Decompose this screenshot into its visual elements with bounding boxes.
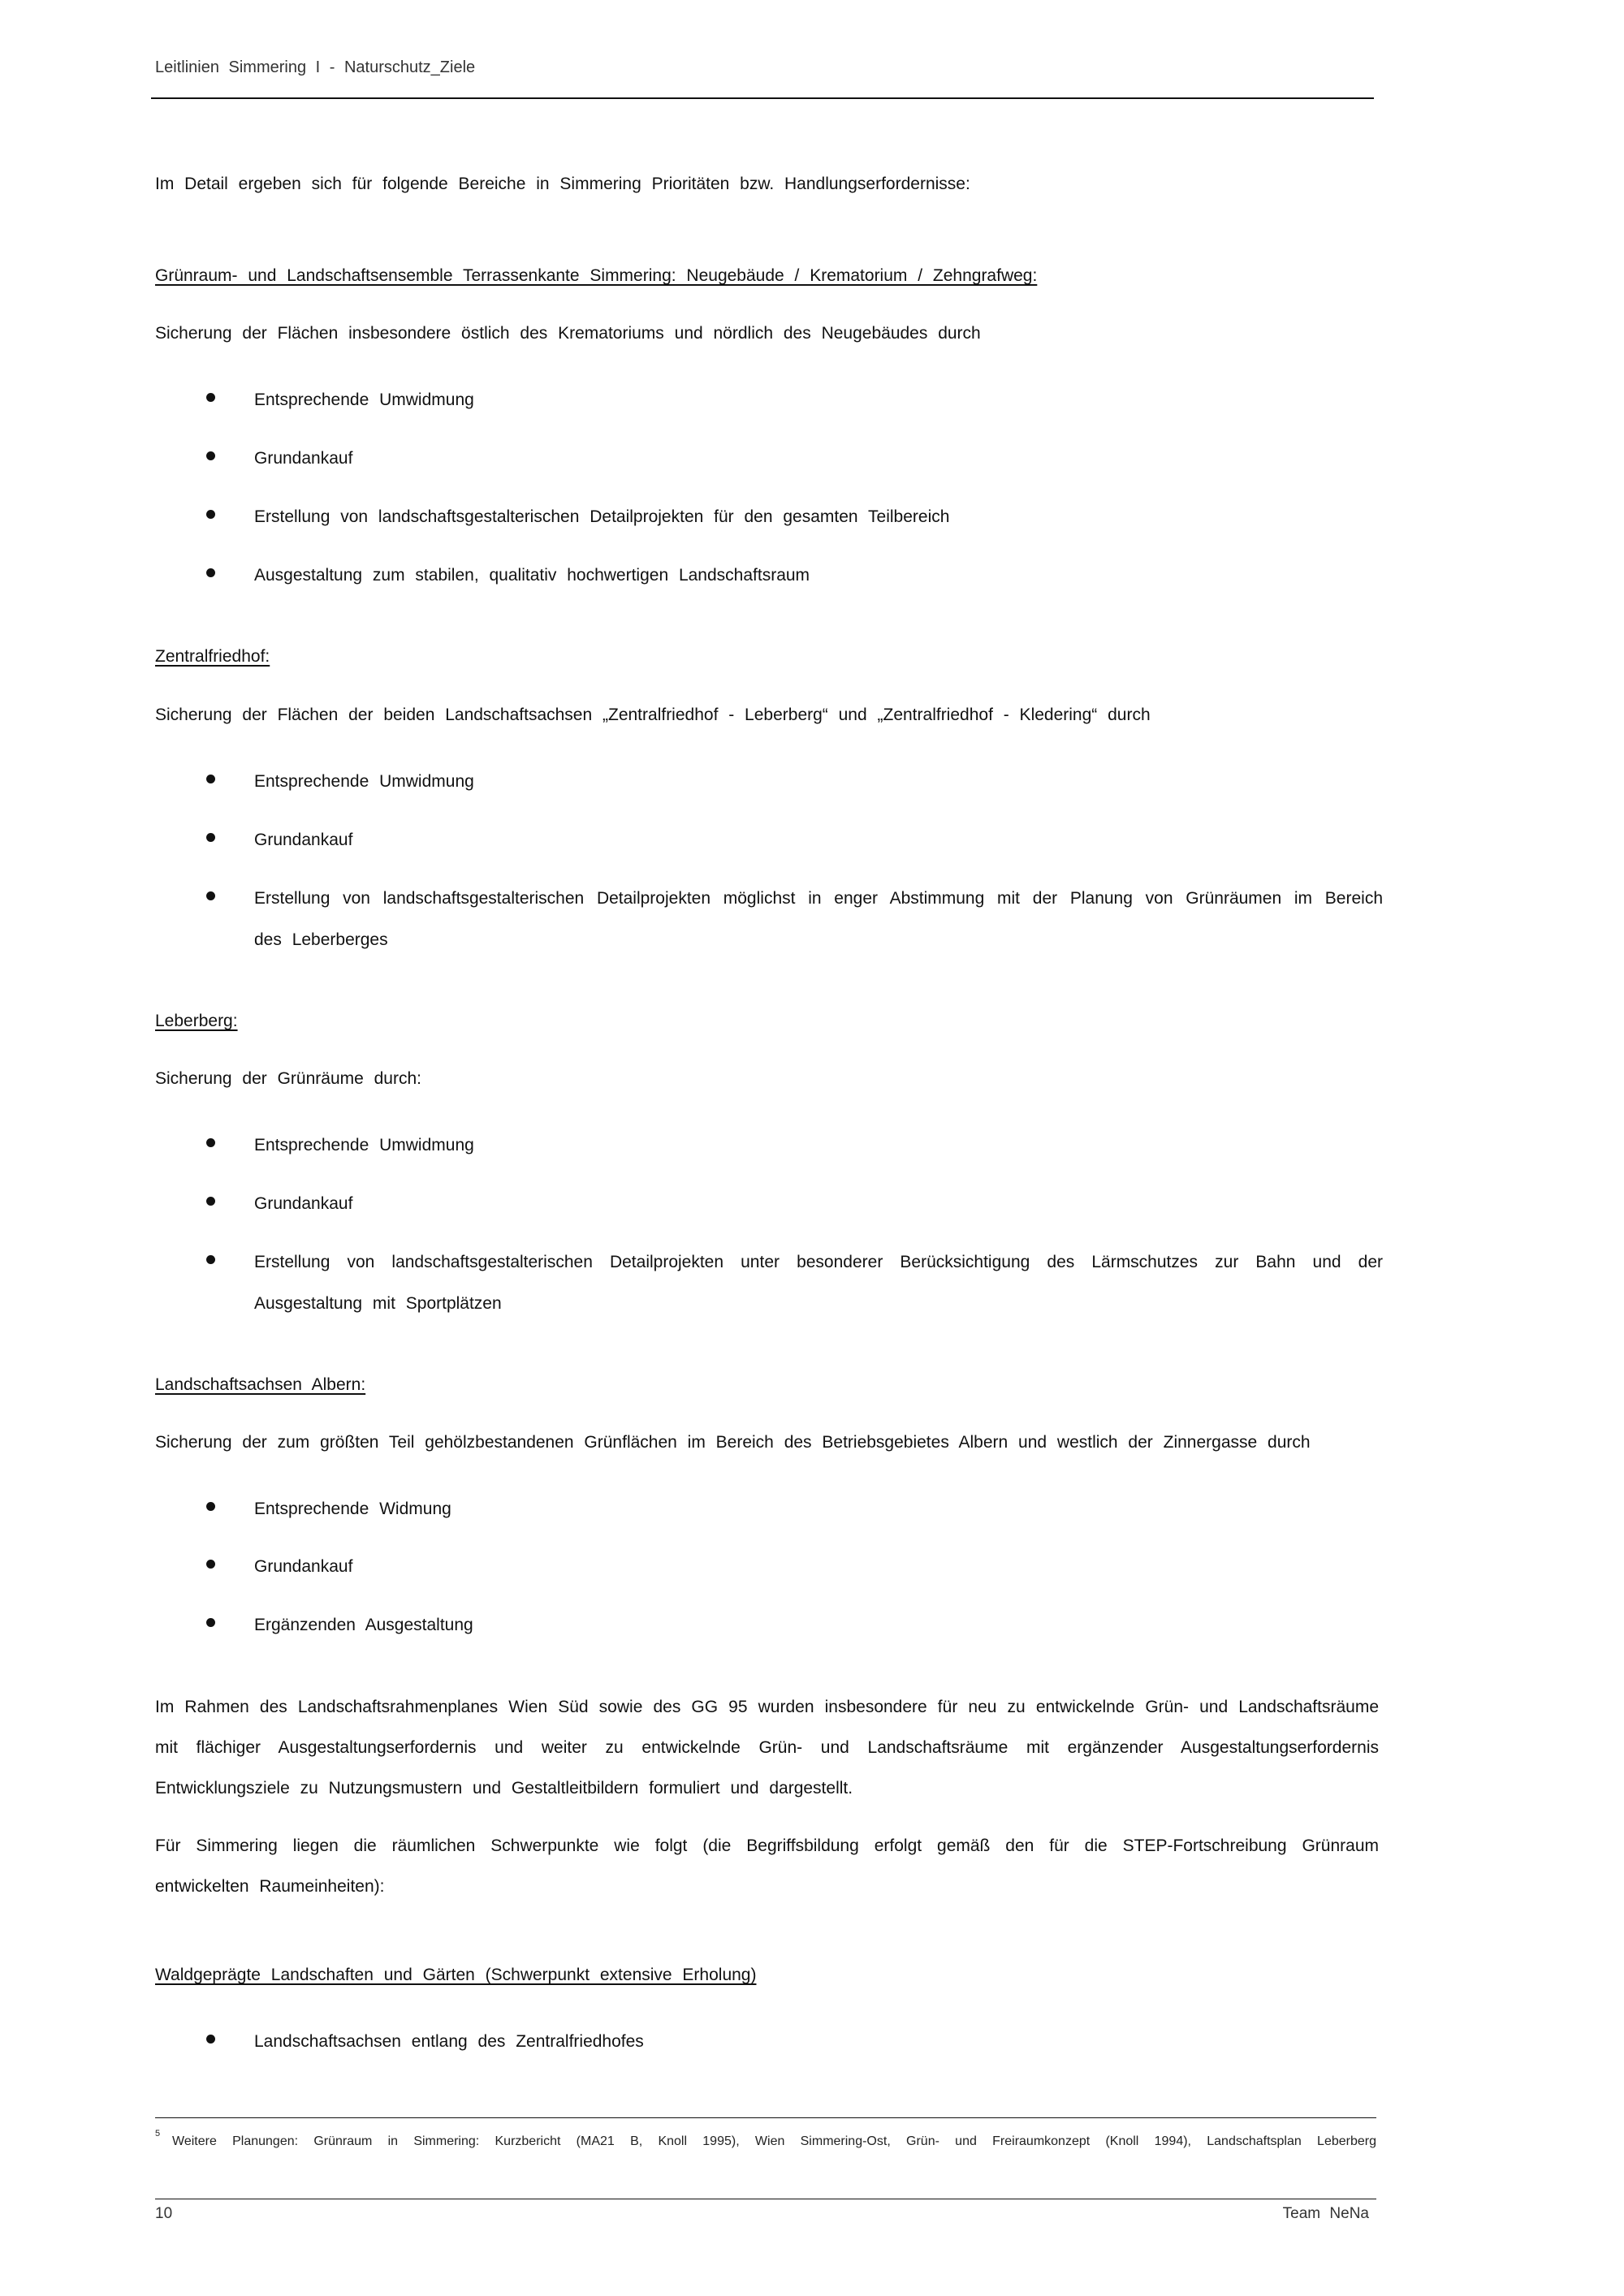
bullet-icon (206, 451, 215, 460)
section-heading-leberberg: Leberberg: (155, 1012, 238, 1030)
list-item: Ergänzenden Ausgestaltung (254, 1616, 473, 1634)
bullet-icon (206, 393, 215, 402)
list-item: Grundankauf (254, 1194, 353, 1213)
header-rule (151, 97, 1374, 99)
section-heading-zentralfriedhof: Zentralfriedhof: (155, 647, 270, 666)
section-heading-waldgepraegte-landschaften: Waldgeprägte Landschaften und Gärten (Schwerpunkt extensive Erholung) (155, 1966, 757, 1984)
section-lead-albern: Sicherung der zum größten Teil gehölzbestandenen Grünflächen im Bereich des Betriebsgebietes Albern und westlich der Zinnergasse durch (155, 1433, 1311, 1452)
bullet-icon (206, 510, 215, 519)
bullet-icon (206, 568, 215, 577)
section-lead-leberberg: Sicherung der Grünräume durch: (155, 1069, 421, 1088)
footer-team: Team NeNa (1282, 2205, 1369, 2222)
footnote-marker: 5 (155, 2129, 161, 2138)
page-number: 10 (155, 2205, 173, 2222)
section-lead-zentralfriedhof: Sicherung der Flächen der beiden Landschaftsachsen „Zentralfriedhof - Leberberg“ und „Zentralfriedhof - Kledering“ durch (155, 706, 1151, 724)
bullet-icon (206, 1618, 215, 1627)
footnote-text: Weitere Planungen: Grünraum in Simmering: Kurzbericht (MA21 B, Knoll 1995), Wien Simmering-Ost, Grün- und Freiraumkonzept (Knoll 1994), Landschaftsplan Leberberg (172, 2134, 1376, 2148)
running-header: Leitlinien Simmering I - Naturschutz_Ziele (155, 58, 476, 76)
bullet-icon (206, 775, 215, 783)
bullet-icon (206, 1138, 215, 1147)
bullet-icon (206, 833, 215, 842)
list-item: Grundankauf (254, 831, 353, 849)
paragraph-schwerpunkte: Für Simmering liegen die räumlichen Schwerpunkte wie folgt (die Begriffsbildung erfolgt gemäß den für die STEP-Fortschreibung Grünraum entwickelten Raumeinheiten): (155, 1836, 1379, 1896)
list-item: Entsprechende Umwidmung (254, 1136, 474, 1154)
list-item: Ausgestaltung zum stabilen, qualitativ hochwertigen Landschaftsraum (254, 566, 810, 585)
list-item: Entsprechende Widmung (254, 1500, 451, 1518)
paragraph-landschaftsrahmenplan: Im Rahmen des Landschaftsrahmenplanes Wien Süd sowie des GG 95 wurden insbesondere für neu zu entwickelnde Grün- und Landschaftsräume mit flächiger Ausgestaltungserfordernis und weiter zu entwickelnde Grün- und Landschaftsräume mit ergänzender Ausgestaltungserfordernis Entwicklungsziele zu Nutzungsmustern und Gestaltleitbildern formuliert und dargestellt. (155, 1698, 1379, 1798)
list-item: Entsprechende Umwidmung (254, 391, 474, 409)
list-item: Grundankauf (254, 449, 353, 468)
bullet-icon (206, 2035, 215, 2044)
section-heading-albern: Landschaftsachsen Albern: (155, 1375, 366, 1394)
list-item: Erstellung von landschaftsgestalterischen Detailprojekten für den gesamten Teilbereich (254, 507, 950, 526)
bullet-icon (206, 1197, 215, 1206)
section-heading-terrassenkante: Grünraum- und Landschaftsensemble Terrassenkante Simmering: Neugebäude / Krematorium / Zehngrafweg: (155, 266, 1038, 285)
intro-text: Im Detail ergeben sich für folgende Bereiche in Simmering Prioritäten bzw. Handlungserfordernisse: (155, 175, 970, 193)
list-item: Entsprechende Umwidmung (254, 772, 474, 791)
list-item: Erstellung von landschaftsgestalterischen Detailprojekten möglichst in enger Abstimmung mit der Planung von Grünräumen im Bereich des Leberberges (254, 889, 1383, 949)
bullet-icon (206, 1560, 215, 1569)
list-item: Erstellung von landschaftsgestalterischen Detailprojekten unter besonderer Berücksichtigung des Lärmschutzes zur Bahn und der Ausgestaltung mit Sportplätzen (254, 1253, 1383, 1313)
bullet-icon (206, 891, 215, 900)
list-item: Landschaftsachsen entlang des Zentralfriedhofes (254, 2032, 644, 2051)
bullet-icon (206, 1502, 215, 1511)
footnote-rule (155, 2117, 1376, 2118)
bullet-icon (206, 1255, 215, 1264)
list-item: Grundankauf (254, 1557, 353, 1576)
section-lead-terrassenkante: Sicherung der Flächen insbesondere östlich des Krematoriums und nördlich des Neugebäudes durch (155, 324, 981, 343)
